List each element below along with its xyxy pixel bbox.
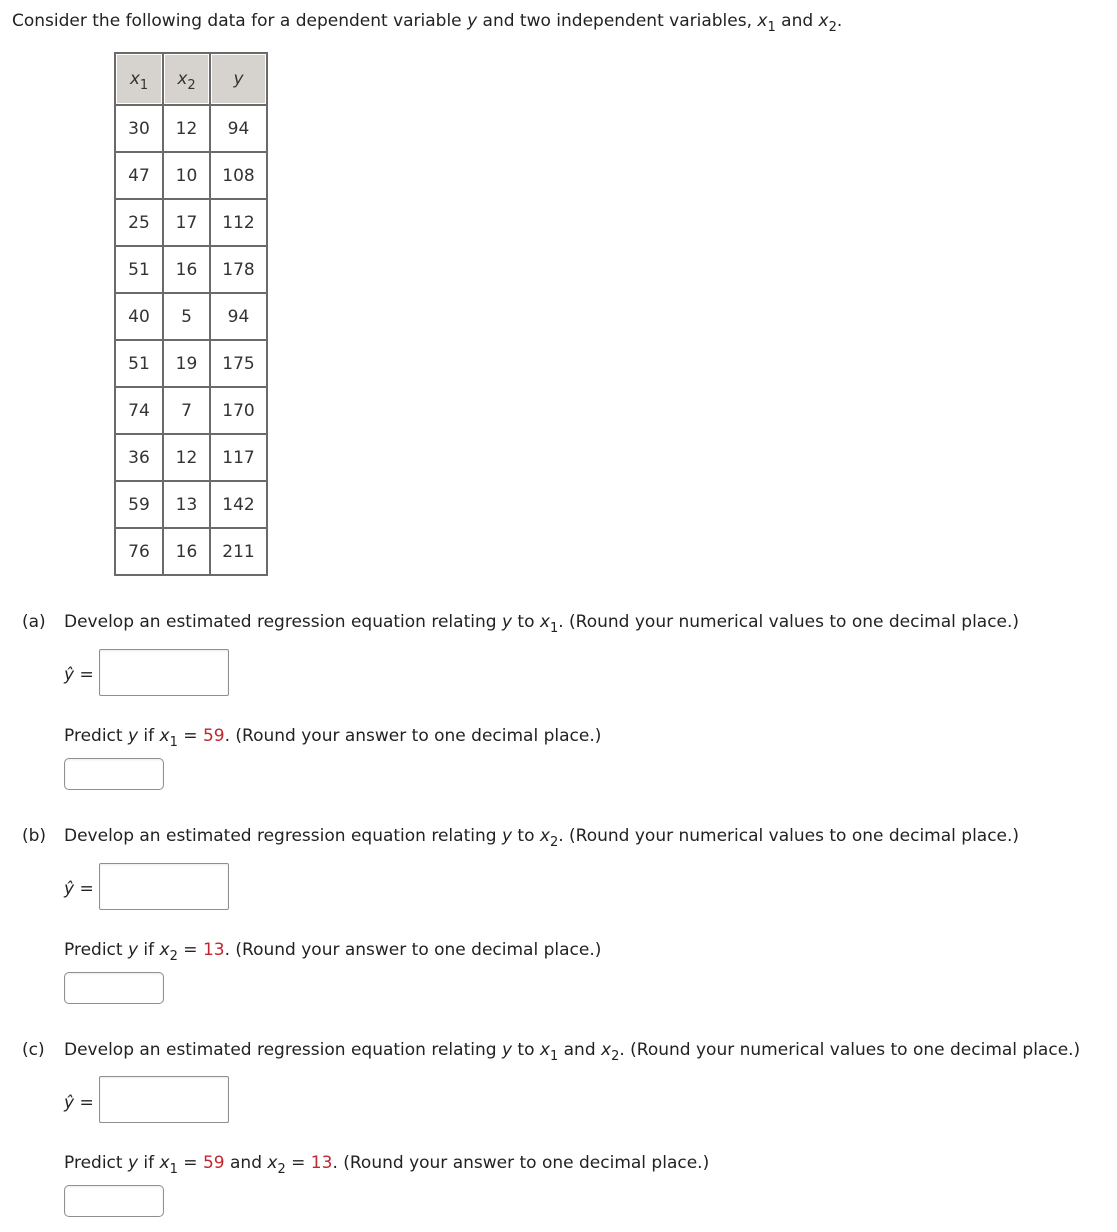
cell-x2: 12 — [163, 105, 210, 152]
part-b-question: (b) — [22, 826, 47, 846]
cell-y: 94 — [210, 105, 267, 152]
part-c-instruction: Develop an estimated regression equation relating y to $x_1$ and $x_2$. (Round your numerical values to one decimal place.) — [64, 1040, 1081, 1064]
part-b-prediction-input[interactable] — [64, 972, 164, 1004]
part-b-predict-text: Predict y if $x_2 = 13$. (Round your answer to one decimal place.) — [64, 940, 602, 964]
table-row — [115, 340, 267, 387]
table-row — [115, 105, 267, 152]
table-row — [115, 199, 267, 246]
header-x2: $x_2$ — [163, 53, 210, 105]
data-table — [114, 52, 268, 576]
cell-x1: 40 — [115, 293, 163, 340]
cell-x2: 10 — [163, 152, 210, 199]
part-a-yhat-label: ŷ = — [64, 665, 94, 685]
cell-y: 117 — [210, 434, 267, 481]
cell-y: 94 — [210, 293, 267, 340]
cell-x1: 76 — [115, 528, 163, 575]
part-b-given-value: 13 — [202, 940, 225, 960]
table-row — [115, 246, 267, 293]
table-row — [115, 481, 267, 528]
cell-x1: 30 — [115, 105, 163, 152]
cell-x1: 47 — [115, 152, 163, 199]
cell-y: 178 — [210, 246, 267, 293]
table-row — [115, 434, 267, 481]
cell-x2: 5 — [163, 293, 210, 340]
table-row — [115, 387, 267, 434]
part-a-question: (a) — [22, 612, 46, 632]
cell-x2: 19 — [163, 340, 210, 387]
cell-x1: 51 — [115, 246, 163, 293]
table-row — [115, 293, 267, 340]
part-b-yhat-label: ŷ = — [64, 879, 94, 899]
cell-x1: 36 — [115, 434, 163, 481]
part-a-instruction: Develop an estimated regression equation relating y to $x_1$. (Round your numerical values to one decimal place.) — [64, 612, 1020, 636]
cell-x2: 16 — [163, 528, 210, 575]
cell-x2: 17 — [163, 199, 210, 246]
part-c-given-value-x1: 59 — [202, 1153, 225, 1173]
cell-x1: 25 — [115, 199, 163, 246]
cell-y: 108 — [210, 152, 267, 199]
part-c-equation-input[interactable] — [99, 1076, 229, 1123]
part-c-prediction-input[interactable] — [64, 1185, 164, 1217]
table-row — [115, 528, 267, 575]
cell-y: 170 — [210, 387, 267, 434]
cell-x2: 7 — [163, 387, 210, 434]
part-b-equation-input[interactable] — [99, 863, 229, 910]
cell-y: 175 — [210, 340, 267, 387]
table-row — [115, 152, 267, 199]
part-a-equation-input[interactable] — [99, 649, 229, 696]
part-c-given-value-x2: 13 — [310, 1153, 333, 1173]
part-a-given-value: 59 — [202, 726, 225, 746]
header-x1: $x_1$ — [115, 53, 163, 105]
cell-y: 142 — [210, 481, 267, 528]
cell-y: 112 — [210, 199, 267, 246]
part-c-question: (c) — [22, 1040, 45, 1060]
part-c-yhat-label: ŷ = — [64, 1093, 94, 1113]
part-a-predict-text: Predict y if $x_1 = 59$. (Round your answer to one decimal place.) — [64, 726, 602, 750]
cell-x2: 13 — [163, 481, 210, 528]
table-header-row — [115, 53, 267, 105]
part-a-prediction-input[interactable] — [64, 758, 164, 790]
cell-x2: 16 — [163, 246, 210, 293]
cell-x1: 59 — [115, 481, 163, 528]
cell-y: 211 — [210, 528, 267, 575]
part-c-predict-text: Predict y if $x_1 = 59$ and $x_2 = 13$. (Round your answer to one decimal place.) — [64, 1153, 710, 1177]
part-b-instruction: Develop an estimated regression equation relating y to $x_2$. (Round your numerical values to one decimal place.) — [64, 826, 1020, 850]
intro-text: Consider the following data for a dependent variable y and two independent variables, $x_1$ and $x_2$. — [12, 11, 843, 35]
cell-x1: 51 — [115, 340, 163, 387]
cell-x1: 74 — [115, 387, 163, 434]
cell-x2: 12 — [163, 434, 210, 481]
header-y: y — [210, 53, 267, 105]
